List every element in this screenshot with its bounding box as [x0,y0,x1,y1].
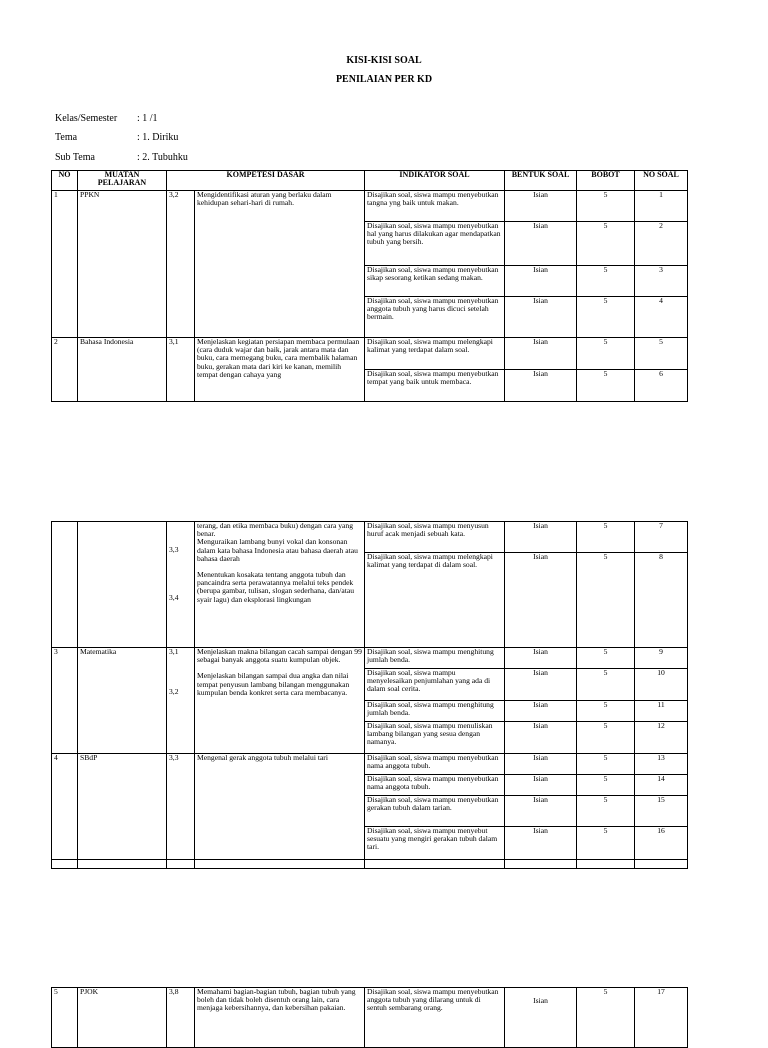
table-row [52,522,688,553]
indicator-text: Disajikan soal, siswa mampu menyusun huruf acak menjadi sebuah kata. [365,522,505,553]
col-header-kd: KOMPETESI DASAR [167,171,365,191]
question-number: 16 [635,827,688,860]
meta-row-subtema [55,152,188,163]
question-form: Isian [505,191,577,222]
kisi-table-part-3 [51,987,688,1048]
kisi-table-part-2 [51,521,688,869]
meta-label: Kelas/Semester [55,113,118,124]
row-number: 3 [52,648,78,754]
question-weight: 5 [577,722,635,754]
question-weight: 5 [577,222,635,266]
indicator-text: Disajikan soal, siswa mampu menghitung jumlah benda. [365,648,505,669]
table-row [52,754,688,775]
question-number: 17 [635,988,688,1048]
question-form: Isian [505,648,577,669]
indicator-text: Disajikan soal, siswa mampu menyebut sesuatu yang mengiri gerakan tubuh dalam tari. [365,827,505,860]
table-row [52,648,688,669]
indicator-text: Disajikan soal, siswa mampu menyebutkan anggota tubuh yang dilarang untuk di sentuh sembarang orang. [365,988,505,1048]
question-form: Isian [505,754,577,775]
question-number: 8 [635,553,688,648]
question-weight: 5 [577,191,635,222]
kd-text-3-4: Menentukan kosakata tentang anggota tubuh dan pancaindra serta perawatannya melalui teks pendek (berupa gambar, tulisan, slogan sederhana, dan/atau syair lagu) dan eksplorasi lingkungan [197,569,354,604]
subject-name: PPKN [78,191,167,338]
subject-name [78,522,167,648]
question-weight: 5 [577,338,635,370]
header-row [52,171,688,191]
question-weight: 5 [577,553,635,648]
question-number: 4 [635,297,688,338]
question-weight: 5 [577,796,635,827]
row-number: 1 [52,191,78,338]
kd-text-3-2: Menjelaskan bilangan sampai dua angka dan nilai tempat penyusun lambang bilangan menggunakan kumpulan benda konkret serta cara membacanya. [197,671,350,697]
indicator-text: Disajikan soal, siswa mampu menyelesaikan penjumlahan yang ada di dalam soal cerita. [365,669,505,701]
kd-text-3-3: Menguraikan lambang bunyi vokal dan konsonan dalam kata bahasa Indonesia atau bahasa daerah atau bahasa daerah [197,537,358,563]
question-number: 9 [635,648,688,669]
meta-row-tema [55,132,178,143]
question-weight: 5 [577,266,635,297]
kd-number: 3,2 [167,191,195,338]
kisi-table-part-1 [51,170,688,402]
kd-text: Menjelaskan kegiatan persiapan membaca permulaan (cara duduk wajar dan baik, jarak antara mata dan buku, cara memegang buku, cara membalik halaman buku, gerakan mata dari kiri ke kanan, memilih tempat dengan cahaya yang [195,338,365,402]
question-number: 11 [635,701,688,722]
question-form: Isian [505,701,577,722]
kd-number: 3,3 [167,754,195,860]
kd-text [195,522,365,648]
row-number: 5 [52,988,78,1048]
question-form: Isian [505,775,577,796]
kd-number [167,648,195,754]
kd-text [195,648,365,754]
kd-number-3-3: 3,3 [169,545,179,554]
indicator-text: Disajikan soal, siswa mampu menyebutkan tangna yng baik untuk makan. [365,191,505,222]
subject-name: Matematika [78,648,167,754]
document-subtitle: PENILAIAN PER KD [335,74,433,85]
row-number: 4 [52,754,78,860]
question-weight: 5 [577,775,635,796]
question-form: Isian [505,988,577,1048]
indicator-text: Disajikan soal, siswa mampu melengkapi kalimat yang terdapat dalam soal. [365,338,505,370]
question-number: 7 [635,522,688,553]
row-number: 2 [52,338,78,402]
question-form: Isian [505,266,577,297]
kd-number [167,522,195,648]
kd-text-continued: terang, dan etika membaca buku) dengan cara yang benar. [197,521,354,539]
question-form: Isian [505,522,577,553]
col-header-indikator: INDIKATOR SOAL [365,171,505,191]
question-form: Isian [505,796,577,827]
kd-number-3-1: 3,1 [169,647,179,656]
question-form: Isian [505,722,577,754]
meta-label: Sub Tema [55,152,95,163]
col-header-bobot: BOBOT [577,171,635,191]
question-form: Isian [505,370,577,402]
indicator-text: Disajikan soal, siswa mampu menyebutkan tempat yang baik untuk membaca. [365,370,505,402]
question-number: 10 [635,669,688,701]
question-weight: 5 [577,827,635,860]
question-number: 5 [635,338,688,370]
question-form: Isian [505,827,577,860]
kd-number-3-4: 3,4 [169,593,179,603]
question-form: Isian [505,222,577,266]
subject-name: Bahasa Indonesia [78,338,167,402]
question-form: Isian [505,338,577,370]
row-number [52,522,78,648]
kd-number-3-2: 3,2 [169,687,179,697]
question-number: 1 [635,191,688,222]
question-number: 2 [635,222,688,266]
question-weight: 5 [577,754,635,775]
table-row [52,191,688,222]
question-weight: 5 [577,370,635,402]
kd-number: 3,8 [167,988,195,1048]
meta-value: : 2. Tubuhku [137,152,188,163]
question-weight: 5 [577,988,635,1048]
kd-text-3-1: Menjelaskan makna bilangan cacah sampai dengan 99 sebagai banyak anggota suatu kumpulan objek. [197,647,362,665]
indicator-text: Disajikan soal, siswa mampu menghitung jumlah benda. [365,701,505,722]
kd-number: 3,1 [167,338,195,402]
indicator-text: Disajikan soal, siswa mampu menyebutkan sikap sesorang ketikan sedang makan. [365,266,505,297]
subject-name: SBdP [78,754,167,860]
indicator-text: Disajikan soal, siswa mampu menyebutkan gerakan tubuh dalam tarian. [365,796,505,827]
kd-text: Memahami bagian-bagian tubuh, bagian tubuh yang boleh dan tidak boleh disentuh orang lain, cara menjaga kebersihannya, dan kebersihan pakaian. [195,988,365,1048]
meta-value: : 1 /1 [137,113,158,124]
indicator-text: Disajikan soal, siswa mampu menyebutkan hal yang harus dilakukan agar mendapatkan tubuh yang bersih. [365,222,505,266]
document-title: KISI-KISI SOAL [346,55,422,66]
kd-text: Mengidentifikasi aturan yang berlaku dalam kehidupan sehari-hari di rumah. [195,191,365,338]
question-weight: 5 [577,297,635,338]
meta-label: Tema [55,132,78,143]
question-weight: 5 [577,701,635,722]
meta-value: : 1. Diriku [137,132,179,143]
meta-row-kelas [55,113,158,124]
empty-row [52,860,688,869]
indicator-text: Disajikan soal, siswa mampu menyebutkan nama anggota tubuh. [365,775,505,796]
col-header-bentuk: BENTUK SOAL [505,171,577,191]
question-weight: 5 [577,522,635,553]
question-form: Isian [505,669,577,701]
col-header-muatan: MUATAN PELAJARAN [78,171,167,191]
question-number: 14 [635,775,688,796]
question-form: Isian [505,553,577,648]
question-number: 15 [635,796,688,827]
question-weight: 5 [577,648,635,669]
indicator-text: Disajikan soal, siswa mampu melengkapi kalimat yang terdapat di dalam soal. [365,553,505,648]
col-header-nosoal: NO SOAL [635,171,688,191]
indicator-text: Disajikan soal, siswa mampu menuliskan lambang bilangan yang sesua dengan namanya. [365,722,505,754]
question-number: 12 [635,722,688,754]
kd-text: Mengenal gerak anggota tubuh melalui tari [195,754,365,860]
col-header-no: NO [52,171,78,191]
question-number: 6 [635,370,688,402]
table-row [52,988,688,1048]
question-form: Isian [505,297,577,338]
indicator-text: Disajikan soal, siswa mampu menyebutkan anggota tubuh yang harus dicuci setelah bermain. [365,297,505,338]
question-number: 3 [635,266,688,297]
question-number: 13 [635,754,688,775]
table-row [52,338,688,370]
indicator-text: Disajikan soal, siswa mampu menyebutkan nama anggota tubuh. [365,754,505,775]
question-weight: 5 [577,669,635,701]
subject-name: PJOK [78,988,167,1048]
